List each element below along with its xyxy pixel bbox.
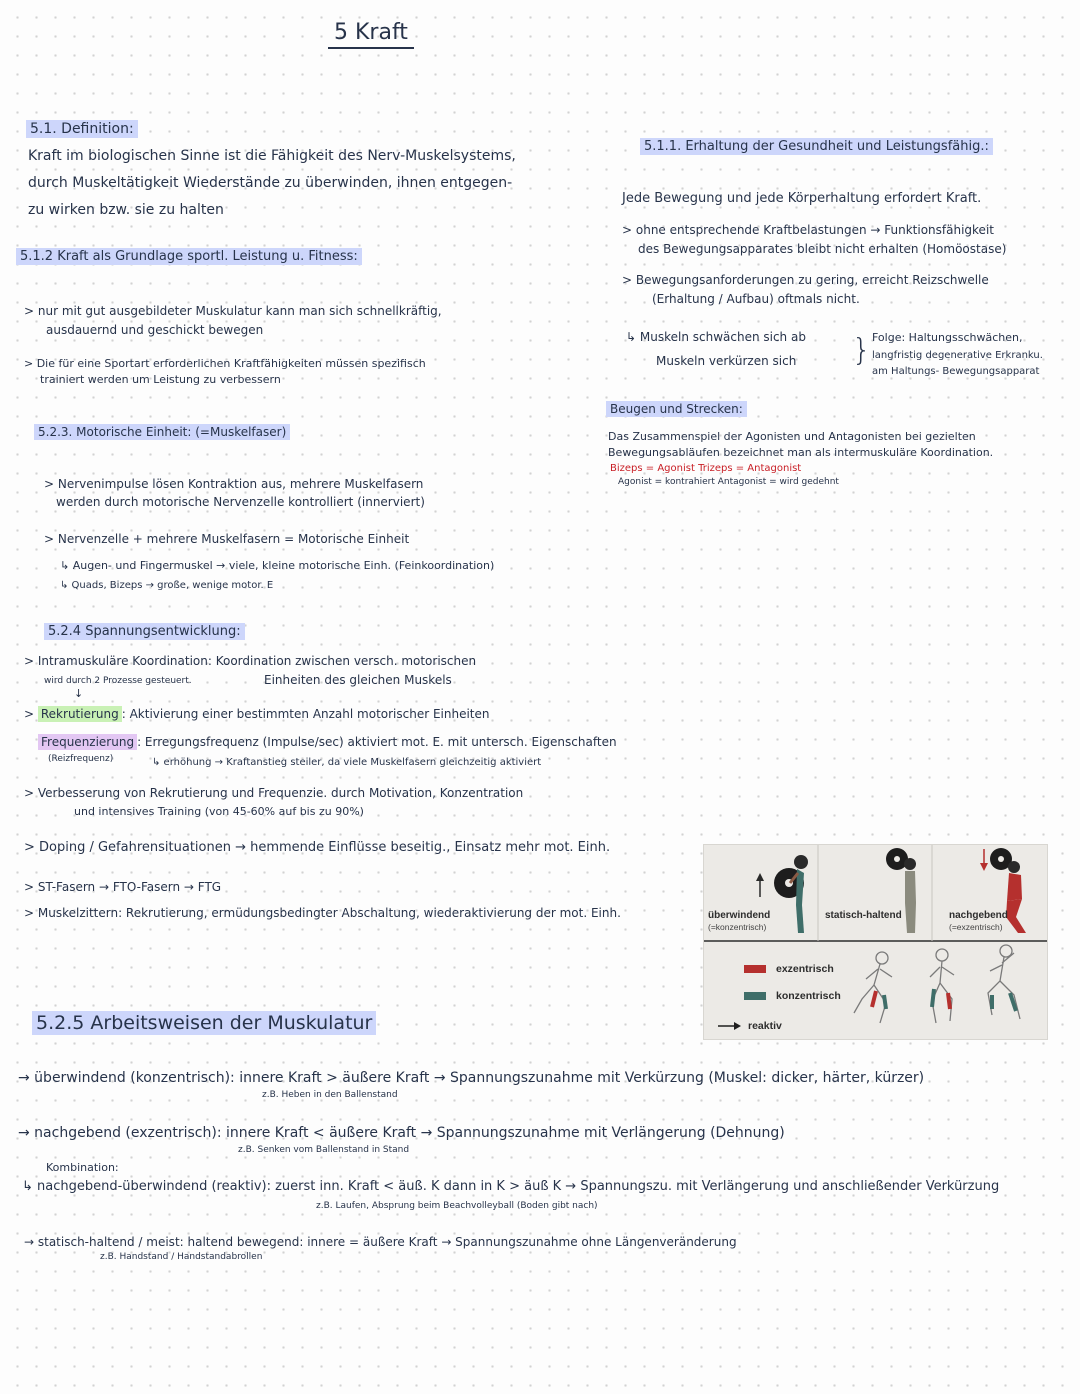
flexion-line-2: Bewegungsabläufen bezeichnet man als intermuskuläre Koordination.	[608, 446, 994, 459]
work-mode-concentric: → überwindend (konzentrisch): innere Kraft > äußere Kraft → Spannungszunahme mit Verkürzung (Muskel: dicker, härter, kürzer)	[18, 1070, 925, 1086]
figure-label-eccentric: nachgebend	[949, 910, 1008, 921]
intramuscular-line-2: Einheiten des gleichen Muskels	[264, 673, 452, 687]
frequency-line-2: ↳ erhöhung → Kraftanstieg steiler, da viele Muskelfasern gleichzeitig aktiviert	[152, 757, 542, 768]
doping-line: > Doping / Gefahrensituationen → hemmende Einflüsse beseitig., Einsatz mehr mot. Einh.	[24, 840, 611, 855]
figure-graphics	[704, 845, 1047, 1039]
frequency-sub: (Reizfrequenz)	[48, 754, 114, 764]
legend-swatch-concentric	[744, 992, 766, 1000]
consequence-line-2: langfristig degenerative Erkranku.	[872, 350, 1043, 361]
figure-label-static: statisch-haltend	[825, 910, 902, 921]
frequency-line: Frequenzierung : Erregungsfrequenz (Impulse/sec) aktiviert mot. E. mit untersch. Eigenschaften	[38, 736, 617, 750]
fiber-types-line: > ST-Fasern → FTO-Fasern → FTG	[24, 880, 222, 894]
flexion-line-3: Bizeps = Agonist Trizeps = Antagonist	[610, 463, 802, 474]
down-arrow-icon: ↓	[74, 687, 84, 700]
health-bullet-1b: des Bewegungsapparates bleibt nicht erhalten (Homöostase)	[638, 242, 1007, 256]
figure-sublabel-concentric: (=konzentrisch)	[708, 922, 767, 932]
legend-reactive: reaktiv	[748, 1020, 782, 1032]
motor-unit-bullet-2: > Nervenzelle + mehrere Muskelfasern = Motorische Einheit	[44, 532, 410, 546]
runner-figure-1	[854, 952, 892, 1023]
health-bullet-3b: Muskeln verkürzen sich	[656, 354, 797, 368]
flexion-heading: Beugen und Strecken:	[606, 403, 747, 417]
work-mode-static-example: z.B. Handstand / Handstandabrollen	[100, 1252, 263, 1262]
health-bullet-2b: (Erhaltung / Aufbau) oftmals nicht.	[652, 292, 860, 306]
work-mode-static: → statisch-haltend / meist: haltend bewegend: innere = äußere Kraft → Spannungszunahme ohne Längenveränderung	[24, 1235, 737, 1249]
fitness-heading: 5.1.2 Kraft als Grundlage sportl. Leistung u. Fitness:	[16, 250, 362, 265]
health-bullet-1a: > ohne entsprechende Kraftbelastungen → Funktionsfähigkeit	[622, 223, 994, 237]
fitness-bullet-2b: trainiert werden um Leistung zu verbessern	[40, 373, 281, 386]
motor-unit-bullet-1b: werden durch motorische Nervenzelle kontrolliert (innerviert)	[56, 495, 425, 509]
fitness-bullet-1b: ausdauernd und geschickt bewegen	[46, 323, 264, 337]
work-mode-concentric-example: z.B. Heben in den Ballenstand	[262, 1090, 398, 1100]
intramuscular-line: > Intramuskuläre Koordination: Koordination zwischen versch. motorischen	[24, 654, 477, 668]
improvement-line-2: und intensives Training (von 45-60% auf bis zu 90%)	[74, 805, 364, 818]
legend-swatch-eccentric	[744, 965, 766, 973]
runner-figure-2	[930, 949, 954, 1023]
intramuscular-sub: wird durch 2 Prozesse gesteuert.	[44, 676, 192, 686]
work-mode-reactive-example: z.B. Laufen, Absprung beim Beachvolleyball (Boden gibt nach)	[316, 1201, 598, 1211]
motor-unit-bullet-1a: > Nervenimpulse lösen Kontraktion aus, mehrere Muskelfasern	[44, 477, 424, 491]
fitness-bullet-1a: > nur mit gut ausgebildeter Muskulatur kann man sich schnellkräftig,	[24, 304, 442, 318]
work-mode-reactive: ↳ nachgebend-überwindend (reaktiv): zuerst inn. Kraft < äuß. K dann in K > äuß K → Spannungszu. mit Verlängerung und anschließender Verkürzung	[22, 1179, 1000, 1194]
muscle-tremor-line: > Muskelzittern: Rekrutierung, ermüdungsbedingter Abschaltung, wiederaktivierung der mot. Einh.	[24, 906, 621, 920]
work-mode-eccentric-example: z.B. Senken vom Ballenstand in Stand	[238, 1145, 410, 1155]
flexion-line-4: Agonist = kontrahiert Antagonist = wird gedehnt	[618, 477, 839, 487]
legend-concentric: konzentrisch	[776, 990, 841, 1002]
runner-figure-3	[988, 945, 1020, 1019]
health-heading: 5.1.1. Erhaltung der Gesundheit und Leistungsfähig.:	[640, 140, 993, 155]
legend-eccentric: exzentrisch	[776, 963, 834, 975]
motor-unit-heading: 5.2.3. Motorische Einheit: (=Muskelfaser)	[34, 426, 290, 440]
motor-unit-bullet-3: ↳ Augen- und Fingermuskel → viele, kleine motorische Einh. (Feinkoordination)	[60, 559, 495, 572]
page-title: 5 Kraft	[328, 20, 414, 49]
combination-label: Kombination:	[46, 1161, 119, 1174]
work-modes-heading: 5.2.5 Arbeitsweisen der Muskulatur	[32, 1013, 376, 1035]
consequence-line-3: am Haltungs- Bewegungsapparat	[872, 366, 1040, 377]
muscle-work-figure	[703, 844, 1048, 1040]
improvement-line-1: > Verbesserung von Rekrutierung und Frequenzie. durch Motivation, Konzentration	[24, 786, 524, 800]
work-mode-eccentric: → nachgebend (exzentrisch): innere Kraft < äußere Kraft → Spannungszunahme mit Verlängerung (Dehnung)	[18, 1125, 785, 1141]
health-line-1: Jede Bewegung und jede Körperhaltung erfordert Kraft.	[622, 191, 982, 206]
recruitment-line: > Rekrutierung : Aktivierung einer bestimmten Anzahl motorischer Einheiten	[24, 707, 490, 721]
motor-unit-bullet-4: ↳ Quads, Bizeps → große, wenige motor. E	[60, 580, 274, 591]
fitness-bullet-2a: > Die für eine Sportart erforderlichen Kraftfähigkeiten müssen spezifisch	[24, 357, 426, 370]
consequence-line-1: Folge: Haltungsschwächen,	[872, 331, 1023, 344]
tension-heading: 5.2.4 Spannungsentwicklung:	[44, 625, 245, 640]
figure-label-concentric: überwindend	[708, 910, 771, 921]
definition-line-1: Kraft im biologischen Sinne ist die Fähigkeit des Nerv-Muskelsystems,	[28, 148, 516, 164]
brace-icon: }	[852, 333, 872, 368]
definition-line-3: zu wirken bzw. sie zu halten	[28, 202, 224, 218]
definition-line-2: durch Muskeltätigkeit Wiederstände zu überwinden, ihnen entgegen-	[28, 175, 513, 191]
figure-sublabel-eccentric: (=exzentrisch)	[949, 922, 1003, 932]
health-bullet-3a: ↳ Muskeln schwächen sich ab	[626, 330, 806, 344]
health-bullet-2a: > Bewegungsanforderungen zu gering, erreicht Reizschwelle	[622, 273, 989, 287]
flexion-line-1: Das Zusammenspiel der Agonisten und Antagonisten bei gezielten	[608, 430, 976, 443]
definition-heading: 5.1. Definition:	[26, 121, 138, 137]
